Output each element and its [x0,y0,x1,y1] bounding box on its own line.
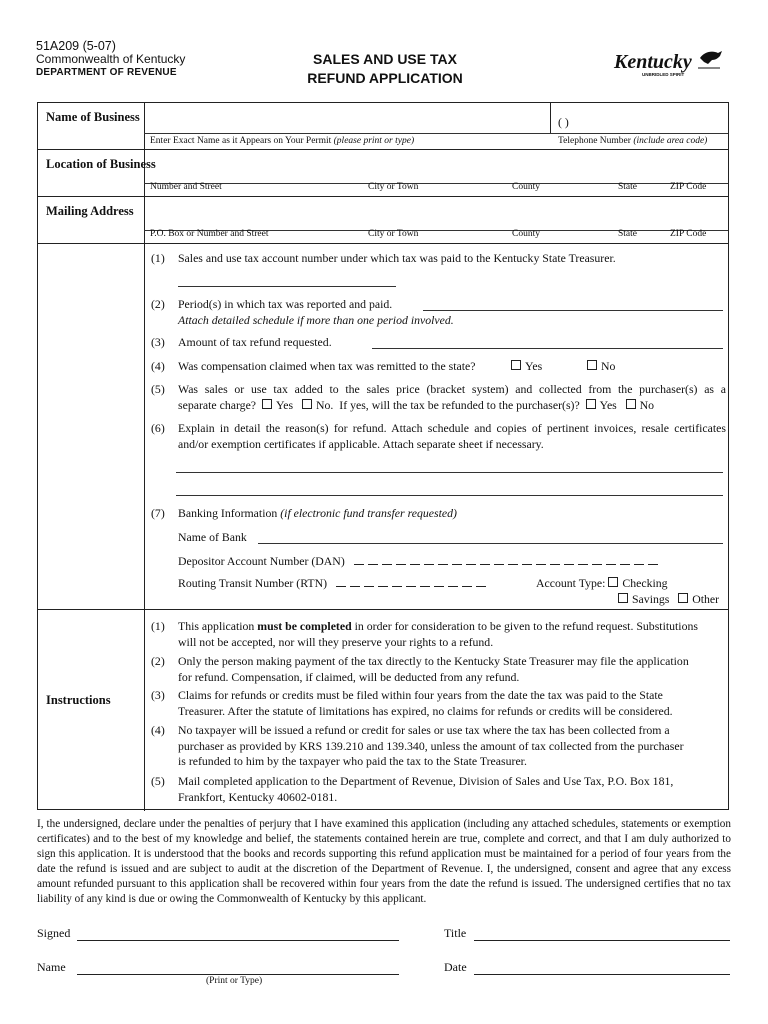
q5-no-checkbox[interactable] [302,399,312,409]
instruction-4: No taxpayer will be issued a refund or credit for sales or use tax where the tax has been collected from a purchaser as provided by KRS 139.210 and 139.340, unless the amount of tax collected from the purchaser is refunded to him by the taxpayer who paid the tax to the State Treasurer. [178,723,684,768]
checking-checkbox[interactable] [608,577,618,587]
mailing-caption-zip: ZIP Code [670,229,707,239]
q4-no-option[interactable]: No [587,359,615,375]
q4-number: (4) [151,359,165,373]
dan-label: Depositor Account Number (DAN) [178,554,662,570]
q6-answer-line-1[interactable] [176,472,723,473]
q4-yes-checkbox[interactable] [511,360,521,370]
instruction-3: Claims for refunds or credits must be filed within four years from the date the tax was paid to the State Treasurer. After the statute of limitations has expired, no claims for refunds or credits will be considered. [178,688,673,718]
q5-text-line2: separate charge? Yes No. If yes, will the tax be refunded to the purchaser(s)? Yes No [178,398,655,412]
rtn-digit-blanks[interactable] [336,576,490,590]
q1-answer-line[interactable] [178,286,396,287]
title-line-2: REFUND APPLICATION [307,70,463,86]
instructions-divider [144,609,145,811]
location-field[interactable] [146,151,728,182]
q4-yes-option[interactable]: Yes [511,359,542,375]
department-label: DEPARTMENT OF REVENUE [36,67,177,78]
savings-other-row: Savings Other [618,592,719,608]
q6-text-line2: and/or exemption certificates if applicable. Attach separate sheet if necessary. [178,437,544,451]
phone-divider [550,103,551,133]
q2-text: Period(s) in which tax was reported and paid. [178,297,393,311]
form-code: 51A209 (5-07) [36,39,116,53]
instruction-4-number: (4) [151,723,165,737]
name-of-business-label: Name of Business [46,110,140,124]
title-line[interactable] [474,940,730,955]
title-line-1: SALES AND USE TAX [313,51,457,67]
mailing-caption-city: City or Town [368,229,419,239]
q3-text: Amount of tax refund requested. [178,335,332,349]
bank-name-line[interactable] [258,543,723,544]
row-divider-4 [38,609,728,610]
location-entry-line [144,183,728,184]
telephone-field[interactable] [552,103,728,132]
instructions-label: Instructions [46,693,111,707]
other-checkbox[interactable] [678,593,688,603]
business-name-field[interactable] [146,103,548,132]
logo-tagline: UNBRIDLED SPIRIT [642,72,685,77]
horse-icon [612,48,724,78]
q1-number: (1) [151,251,165,265]
location-caption-city: City or Town [368,182,419,192]
q2-answer-line[interactable] [423,310,723,311]
logo-wordmark: Kentucky [614,51,692,73]
form-title [250,50,520,88]
mailing-address-label: Mailing Address [46,204,134,218]
mailing-field[interactable] [146,198,728,229]
account-type-row: Account Type: Checking [536,576,668,590]
row-divider-1 [38,149,728,150]
mailing-caption-state: State [618,229,637,239]
name-caption: Enter Exact Name as it Appears on Your Permit (please print or type) [150,136,415,146]
rtn-label: Routing Transit Number (RTN) [178,576,490,592]
instruction-2: Only the person making payment of the tax directly to the Kentucky State Treasurer may file the application for refund. Compensation, if claimed, will be deducted from any refund. [178,654,689,684]
phone-caption: Telephone Number (include area code) [558,136,708,146]
date-line[interactable] [474,974,730,989]
perjury-declaration: I, the undersigned, declare under the penalties of perjury that I have examined this application (including any attached schedules, statements or exemption certificates) and to the best of my knowledge and belief, the statements contained herein are true, complete and correct, and that I am duly authorized to sign this application. It is understood that the books and records supporting this refund application must be maintained for a period of four years from the date the refund is issued and are subject to audit at the discretion of the Department of Revenue. I, the undersigned, consent and agree that any excess amount refunded pursuant to this application shall be recovered within four years from the date the refund is issued. The undersigned certifies that no tax liability of any kind is due or owing the Commonwealth of Kentucky by this applicant. [37,818,731,906]
signed-label: Signed [37,926,71,940]
instruction-1-number: (1) [151,619,165,633]
title-label: Title [444,926,467,940]
instruction-5-number: (5) [151,774,165,788]
left-column-divider [144,103,145,609]
phone-area-paren: ( ) [558,115,569,129]
q6-answer-line-2[interactable] [176,495,723,496]
savings-checkbox[interactable] [618,593,628,603]
location-caption-county: County [512,182,540,192]
q1-text: Sales and use tax account number under which tax was paid to the Kentucky State Treasurer. [178,251,616,265]
q4-no-checkbox[interactable] [587,360,597,370]
instruction-1: This application must be completed in order for consideration to be given to the refund request. Substitutions will not be accepted, nor will they preserve your rights to a refund. [178,619,698,649]
instruction-3-number: (3) [151,688,165,702]
bank-name-label: Name of Bank [178,530,247,544]
form-header-left [36,40,185,79]
row-divider-2 [38,196,728,197]
q3-number: (3) [151,335,165,349]
q2-note: Attach detailed schedule if more than one period involved. [178,313,454,327]
q5-number: (5) [151,382,165,396]
q4-text: Was compensation claimed when tax was remitted to the state? [178,359,476,373]
signature-line[interactable] [77,940,399,955]
location-caption-street: Number and Street [150,182,222,192]
instruction-2-number: (2) [151,654,165,668]
q5-yes-checkbox[interactable] [262,399,272,409]
q7-number: (7) [151,506,165,520]
mailing-caption-street: P.O. Box or Number and Street [150,229,269,239]
name-entry-line [144,133,728,134]
refund-form [37,102,729,810]
q2-number: (2) [151,297,165,311]
q3-answer-line[interactable] [372,348,723,349]
instruction-5: Mail completed application to the Department of Revenue, Division of Sales and Use Tax, P.O. Box 181, Frankfort, Kentucky 40602-0181. [178,774,674,804]
location-of-business-label: Location of Business [46,157,156,171]
date-label: Date [444,960,467,974]
name-label: Name [37,960,66,974]
commonwealth-label: Commonwealth of Kentucky [36,52,186,66]
q5-refund-no-checkbox[interactable] [626,399,636,409]
dan-digit-blanks[interactable] [354,554,662,568]
location-caption-zip: ZIP Code [670,182,707,192]
kentucky-logo [612,48,724,78]
q7-text: Banking Information (if electronic fund transfer requested) [178,506,457,520]
q5-text-line1: Was sales or use tax added to the sales price (bracket system) and collected from the purchaser(s) as a [178,382,726,396]
mailing-caption-county: County [512,229,540,239]
location-caption-state: State [618,182,637,192]
row-divider-3 [38,243,728,244]
q6-number: (6) [151,421,165,435]
q5-refund-yes-checkbox[interactable] [586,399,596,409]
print-or-type-caption: (Print or Type) [206,976,263,986]
q6-text-line1: Explain in detail the reason(s) for refund. Attach schedule and copies of pertinent invoices, resale certificates [178,421,726,435]
